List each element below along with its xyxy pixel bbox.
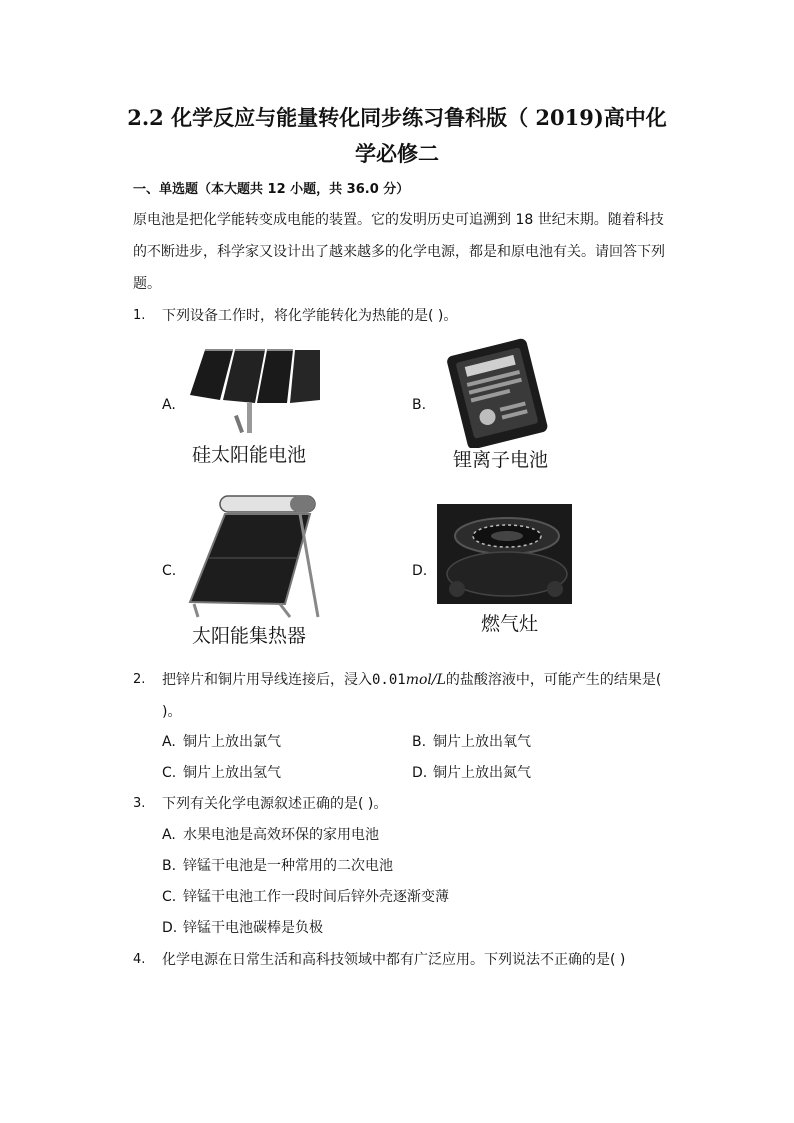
- question-number: 3.: [133, 796, 146, 811]
- option-text: 锌锰干电池工作一段时间后锌外壳逐渐变薄: [183, 889, 449, 905]
- section-header: 一、单选题（本大题共 12 小题，共 36.0 分）: [133, 182, 410, 197]
- question-number: 2.: [133, 672, 146, 687]
- q2-conc-value: 0.01: [372, 672, 406, 688]
- option-caption-c: 太阳能集热器: [192, 625, 307, 647]
- option-letter: A.: [162, 827, 176, 843]
- option-letter-d: D.: [412, 563, 428, 579]
- intro-line-2: 的不断进步，科学家又设计出了越来越多的化学电源，都是和原电池有关。请回答下列: [133, 244, 665, 260]
- solar-heater-icon: [180, 492, 330, 622]
- option-letter: C.: [162, 889, 177, 905]
- intro-line-1: 原电池是把化学能转变成电能的装置。它的发明历史可追溯到 18 世纪末期。随着科技: [133, 212, 664, 228]
- option-text: 铜片上放出氢气: [183, 765, 281, 781]
- question-1-text: 下列设备工作时，将化学能转化为热能的是( )。: [162, 308, 458, 324]
- option-text: 锌锰干电池是一种常用的二次电池: [183, 858, 393, 874]
- option-caption-b: 锂离子电池: [453, 449, 549, 471]
- q2-conc-unit: mol/L: [405, 672, 446, 688]
- question-2-text-cont: )。: [162, 704, 182, 720]
- question-3-text: 下列有关化学电源叙述正确的是( )。: [162, 796, 388, 812]
- solar-panel-icon: [185, 345, 325, 440]
- option-caption-a: 硅太阳能电池: [192, 444, 307, 466]
- doc-title-line1: 2.2 化学反应与能量转化同步练习鲁科版（ 2019)高中化: [127, 105, 667, 130]
- battery-icon: [438, 338, 556, 448]
- question-4-text: 化学电源在日常生活和高科技领域中都有广泛应用。下列说法不正确的是( ): [162, 952, 626, 968]
- option-text: 铜片上放出氮气: [433, 765, 531, 781]
- option-letter-a: A.: [162, 397, 176, 413]
- question-number: 1.: [133, 308, 146, 323]
- option-letter-b: B.: [412, 397, 427, 413]
- option-caption-d: 燃气灶: [481, 613, 539, 635]
- option-letter: D.: [412, 765, 428, 781]
- option-letter: B.: [412, 734, 427, 750]
- q2-text-after: 的盐酸溶液中，可能产生的结果是(: [445, 672, 662, 688]
- option-text: 铜片上放出氧气: [433, 734, 531, 750]
- intro-line-3: 题。: [133, 276, 161, 292]
- option-letter: C.: [162, 765, 177, 781]
- doc-title-line2: 学必修二: [355, 141, 439, 166]
- option-text: 水果电池是高效环保的家用电池: [183, 827, 379, 843]
- option-letter-c: C.: [162, 563, 177, 579]
- option-letter: D.: [162, 920, 178, 936]
- q2-text-before: 把锌片和铜片用导线连接后，浸入: [162, 672, 372, 688]
- gas-stove-icon: [437, 504, 572, 604]
- option-text: 锌锰干电池碳棒是负极: [183, 920, 323, 936]
- option-letter: A.: [162, 734, 176, 750]
- question-number: 4.: [133, 952, 146, 967]
- question-2-text: [162, 670, 661, 690]
- option-text: 铜片上放出氯气: [183, 734, 281, 750]
- option-letter: B.: [162, 858, 177, 874]
